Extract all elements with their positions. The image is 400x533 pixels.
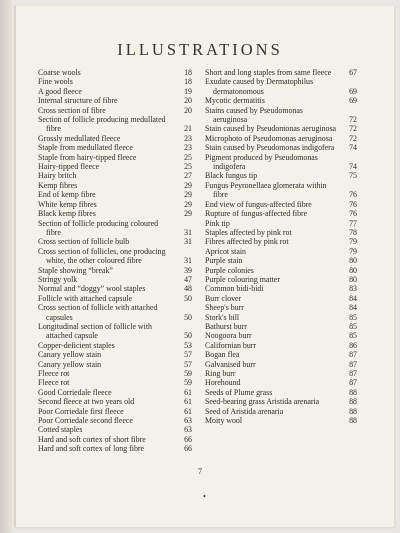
illustration-title: Fibres affected by pink rot bbox=[205, 237, 289, 247]
illustration-page: 85 bbox=[349, 331, 357, 341]
illustration-title: Staples affected by pink rot bbox=[205, 227, 292, 237]
illustration-page: 61 bbox=[184, 387, 192, 397]
binding-shadow bbox=[0, 0, 12, 533]
illustration-page: 50 bbox=[184, 312, 192, 322]
right-column bbox=[205, 68, 357, 425]
illustration-title: Exudate caused by Dermatophilus dermatonomous bbox=[205, 77, 314, 96]
illustration-page: 87 bbox=[349, 378, 357, 388]
illustration-title: Sheep's burr bbox=[205, 303, 244, 313]
list-item bbox=[205, 77, 357, 96]
illustration-title: Fleece rot bbox=[38, 378, 70, 388]
illustration-page: 25 bbox=[184, 152, 192, 162]
illustration-page: 69 bbox=[349, 86, 357, 96]
list-item bbox=[205, 397, 357, 406]
illustration-page: 83 bbox=[349, 284, 357, 294]
illustration-title: Longitudinal section of follicle with attached capsule bbox=[38, 321, 152, 341]
illustration-title: Fine wools bbox=[38, 77, 73, 87]
illustration-page: 48 bbox=[184, 284, 192, 294]
illustration-title: Apricot stain bbox=[205, 246, 246, 256]
illustration-page: 39 bbox=[184, 265, 192, 275]
list-item bbox=[38, 134, 192, 143]
list-item bbox=[38, 162, 192, 171]
illustration-title: Mycotic dermatitis bbox=[205, 96, 265, 106]
illustration-title: Grossly medullated fleece bbox=[38, 133, 121, 143]
list-item bbox=[205, 350, 357, 359]
illustration-page: 23 bbox=[184, 133, 192, 143]
list-item bbox=[205, 171, 357, 180]
list-item bbox=[38, 247, 192, 266]
illustration-title: Coarse wools bbox=[38, 68, 81, 77]
list-item bbox=[205, 106, 357, 125]
list-item bbox=[38, 360, 192, 369]
list-item bbox=[205, 284, 357, 293]
list-item bbox=[38, 397, 192, 406]
page-number: 7 bbox=[198, 467, 202, 476]
illustration-title: Bogan flea bbox=[205, 350, 240, 360]
illustration-title: Internal structure of fibre bbox=[38, 96, 118, 106]
illustration-page: 19 bbox=[184, 86, 192, 96]
list-item bbox=[205, 228, 357, 237]
list-item bbox=[38, 425, 192, 434]
illustration-page: 61 bbox=[184, 406, 192, 416]
list-item bbox=[38, 369, 192, 378]
illustration-title: Noogoora burr bbox=[205, 331, 252, 341]
list-item bbox=[38, 435, 192, 444]
illustration-title: Black fungus tip bbox=[205, 171, 258, 181]
illustration-title: Purple stain bbox=[205, 256, 243, 266]
illustration-page: 50 bbox=[184, 293, 192, 303]
illustration-page: 18 bbox=[184, 68, 192, 77]
illustration-page: 57 bbox=[184, 359, 192, 369]
list-item bbox=[38, 87, 192, 96]
list-item bbox=[205, 331, 357, 340]
illustration-title: Poor Corriedale second fleece bbox=[38, 416, 133, 426]
list-item bbox=[38, 284, 192, 293]
list-item bbox=[38, 115, 192, 134]
list-item bbox=[205, 294, 357, 303]
illustration-title: Common bidi-bidi bbox=[205, 284, 264, 294]
list-item bbox=[205, 134, 357, 143]
page-mark: • bbox=[203, 492, 206, 501]
illustration-page: 50 bbox=[184, 331, 192, 341]
illustration-page: 87 bbox=[349, 359, 357, 369]
illustration-title: Copper-deficient staples bbox=[38, 340, 115, 350]
list-item bbox=[38, 68, 192, 77]
list-item bbox=[38, 322, 192, 341]
list-item bbox=[38, 181, 192, 190]
illustration-page: 79 bbox=[349, 246, 357, 256]
list-item bbox=[38, 153, 192, 162]
illustration-page: 47 bbox=[184, 274, 192, 284]
list-item bbox=[205, 209, 357, 218]
list-item bbox=[205, 266, 357, 275]
illustration-page: 80 bbox=[349, 274, 357, 284]
illustration-page: 85 bbox=[349, 312, 357, 322]
list-item bbox=[205, 313, 357, 322]
list-item bbox=[205, 360, 357, 369]
illustration-page: 18 bbox=[184, 77, 192, 87]
illustration-page: 86 bbox=[349, 340, 357, 350]
list-item bbox=[205, 219, 357, 228]
illustration-title: Cross section of follicle with attached capsules bbox=[38, 303, 158, 322]
list-item bbox=[38, 143, 192, 152]
illustration-page: 21 bbox=[184, 124, 192, 134]
illustration-page: 77 bbox=[349, 218, 357, 228]
list-item bbox=[205, 275, 357, 284]
illustration-page: 59 bbox=[184, 378, 192, 388]
illustration-page: 66 bbox=[184, 444, 192, 454]
illustration-title: Rupture of fungus-affected fibre bbox=[205, 209, 308, 219]
illustration-title: Black kemp fibres bbox=[38, 209, 96, 219]
illustration-page: 20 bbox=[184, 105, 192, 115]
list-item bbox=[205, 96, 357, 105]
list-item bbox=[205, 407, 357, 416]
illustration-title: Kemp fibres bbox=[38, 180, 78, 190]
illustration-title: Ring burr bbox=[205, 369, 236, 378]
list-item bbox=[205, 181, 357, 200]
illustration-title: Cross section of follicle bulb bbox=[38, 237, 130, 247]
left-column bbox=[38, 68, 192, 454]
illustration-title: Staple showing “break” bbox=[38, 265, 113, 275]
list-item bbox=[205, 341, 357, 350]
illustration-title: End view of fungus-affected fibre bbox=[205, 199, 312, 209]
list-item bbox=[205, 388, 357, 397]
illustration-title: Cotted staples bbox=[38, 425, 83, 435]
illustration-title: Staple from medullated fleece bbox=[38, 143, 133, 153]
illustration-title: A good fleece bbox=[38, 86, 82, 96]
illustration-title: Purple colonies bbox=[205, 265, 254, 275]
illustration-page: 88 bbox=[349, 397, 357, 407]
list-item bbox=[205, 303, 357, 312]
illustration-title: Burr clover bbox=[205, 293, 242, 303]
list-item bbox=[38, 96, 192, 105]
illustration-title: Seeds of Plume grass bbox=[205, 387, 273, 397]
list-item bbox=[205, 378, 357, 387]
illustration-page: 88 bbox=[349, 387, 357, 397]
illustration-page: 85 bbox=[349, 321, 357, 331]
illustration-title: Horehound bbox=[205, 378, 241, 388]
list-item bbox=[38, 416, 192, 425]
illustration-title: Good Corriedale fleece bbox=[38, 387, 112, 397]
illustration-page: 29 bbox=[184, 190, 192, 200]
illustration-page: 76 bbox=[349, 199, 357, 209]
illustration-title: Normal and “doggy” wool staples bbox=[38, 284, 146, 294]
illustration-title: Canary yellow stain bbox=[38, 350, 102, 360]
illustration-title: Stain caused by Pseudomonas aeruginosa bbox=[205, 124, 337, 134]
list-item bbox=[205, 237, 357, 246]
illustration-title: Pink tip bbox=[205, 218, 230, 228]
list-item bbox=[38, 388, 192, 397]
illustration-page: 74 bbox=[349, 162, 357, 172]
list-item bbox=[38, 209, 192, 218]
list-item bbox=[38, 275, 192, 284]
list-item bbox=[38, 350, 192, 359]
list-item bbox=[205, 322, 357, 331]
illustration-page: 88 bbox=[349, 416, 357, 426]
illustration-page: 23 bbox=[184, 143, 192, 153]
illustration-title: Follicle with attached capsule bbox=[38, 293, 132, 303]
illustration-page: 80 bbox=[349, 256, 357, 266]
illustration-page: 53 bbox=[184, 340, 192, 350]
illustration-title: Stains caused by Pseudomonas aeruginosa bbox=[205, 105, 303, 125]
page-title: ILLUSTRATIONS bbox=[117, 40, 283, 59]
list-item bbox=[205, 416, 357, 425]
illustration-page: 88 bbox=[349, 406, 357, 416]
illustration-page: 61 bbox=[184, 397, 192, 407]
list-item bbox=[205, 369, 357, 378]
list-item bbox=[38, 378, 192, 387]
illustration-title: Cross section of follicles, one producing white, the other coloured fibre bbox=[38, 246, 166, 266]
list-item bbox=[38, 294, 192, 303]
illustration-page: 67 bbox=[349, 68, 357, 77]
illustration-page: 25 bbox=[184, 162, 192, 172]
illustration-title: End of kemp fibre bbox=[38, 190, 96, 200]
illustration-title: Microphoto of Pseudomonas aeruginosa bbox=[205, 133, 333, 143]
list-item bbox=[38, 219, 192, 238]
list-item bbox=[205, 143, 357, 152]
illustration-title: Stringy yolk bbox=[38, 274, 78, 284]
illustration-title: Section of follicle producing medullated fibre bbox=[38, 115, 166, 134]
illustration-page: 76 bbox=[349, 209, 357, 219]
illustration-title: Section of follicle producing coloured fibre bbox=[38, 218, 159, 237]
illustration-title: Second fleece at two years old bbox=[38, 397, 135, 407]
illustration-page: 72 bbox=[349, 133, 357, 143]
illustration-title: Purple colouring matter bbox=[205, 274, 280, 284]
list-item bbox=[205, 68, 357, 77]
illustration-page: 69 bbox=[349, 96, 357, 106]
illustration-page: 75 bbox=[349, 171, 357, 181]
illustration-title: Hard and soft cortex of long fibre bbox=[38, 444, 145, 454]
illustration-page: 31 bbox=[184, 256, 192, 266]
illustration-page: 29 bbox=[184, 180, 192, 190]
illustration-title: White kemp fibres bbox=[38, 199, 97, 209]
illustration-page: 59 bbox=[184, 369, 192, 378]
illustration-page: 80 bbox=[349, 265, 357, 275]
illustration-title: Stork's bill bbox=[205, 312, 240, 322]
illustration-title: Galvanised burr bbox=[205, 359, 256, 369]
list-item bbox=[38, 171, 192, 180]
illustration-title: Hairy-tipped fleece bbox=[38, 162, 100, 172]
illustration-title: Canary yellow stain bbox=[38, 359, 102, 369]
list-item bbox=[38, 106, 192, 115]
illustration-page: 72 bbox=[349, 124, 357, 134]
list-item bbox=[205, 247, 357, 256]
list-item bbox=[205, 256, 357, 265]
illustration-title: Cross section of fibre bbox=[38, 105, 106, 115]
illustration-page: 57 bbox=[184, 350, 192, 360]
illustration-page: 66 bbox=[184, 434, 192, 444]
illustration-title: Bathurst burr bbox=[205, 321, 247, 331]
list-item bbox=[205, 153, 357, 172]
illustration-page: 78 bbox=[349, 227, 357, 237]
illustration-title: Pigment produced by Pseudomonas indigofera bbox=[205, 152, 318, 172]
illustration-page: 31 bbox=[184, 227, 192, 237]
list-item bbox=[38, 303, 192, 322]
illustration-page: 29 bbox=[184, 209, 192, 219]
list-item bbox=[205, 200, 357, 209]
illustration-page: 76 bbox=[349, 190, 357, 200]
illustration-page: 84 bbox=[349, 303, 357, 313]
illustration-page: 29 bbox=[184, 199, 192, 209]
illustration-title: Staple from hairy-tipped fleece bbox=[38, 152, 137, 162]
illustration-page: 63 bbox=[184, 425, 192, 435]
illustration-page: 63 bbox=[184, 416, 192, 426]
illustration-page: 87 bbox=[349, 369, 357, 378]
illustration-title: Seed of Aristida arenaria bbox=[205, 406, 284, 416]
list-item bbox=[38, 407, 192, 416]
illustration-page: 27 bbox=[184, 171, 192, 181]
illustration-title: Moity wool bbox=[205, 416, 243, 426]
illustration-page: 31 bbox=[184, 237, 192, 247]
illustration-title: Fungus Peyronellaea glomerata within fibre bbox=[205, 180, 327, 200]
illustration-title: Hard and soft cortex of short fibre bbox=[38, 434, 146, 444]
illustration-title: Californian burr bbox=[205, 340, 257, 350]
list-item bbox=[38, 237, 192, 246]
list-item bbox=[38, 341, 192, 350]
illustration-title: Hairy britch bbox=[38, 171, 77, 181]
illustration-title: Poor Corriedale first fleece bbox=[38, 406, 124, 416]
illustration-page: 84 bbox=[349, 293, 357, 303]
list-item bbox=[38, 200, 192, 209]
illustration-page: 72 bbox=[349, 115, 357, 125]
list-item bbox=[38, 266, 192, 275]
illustration-page: 20 bbox=[184, 96, 192, 106]
list-item bbox=[38, 190, 192, 199]
illustration-page: 79 bbox=[349, 237, 357, 247]
illustration-title: Short and long staples from same fleece bbox=[205, 68, 332, 77]
illustration-page: 74 bbox=[349, 143, 357, 153]
illustration-title: Stain caused by Pseudomonas indigofera bbox=[205, 143, 335, 153]
illustration-title: Seed-bearing grass Aristida arenaria bbox=[205, 397, 320, 407]
illustration-title: Fleece rot bbox=[38, 369, 70, 378]
illustration-page: 87 bbox=[349, 350, 357, 360]
list-item bbox=[205, 124, 357, 133]
list-item bbox=[38, 444, 192, 453]
list-item bbox=[38, 77, 192, 86]
